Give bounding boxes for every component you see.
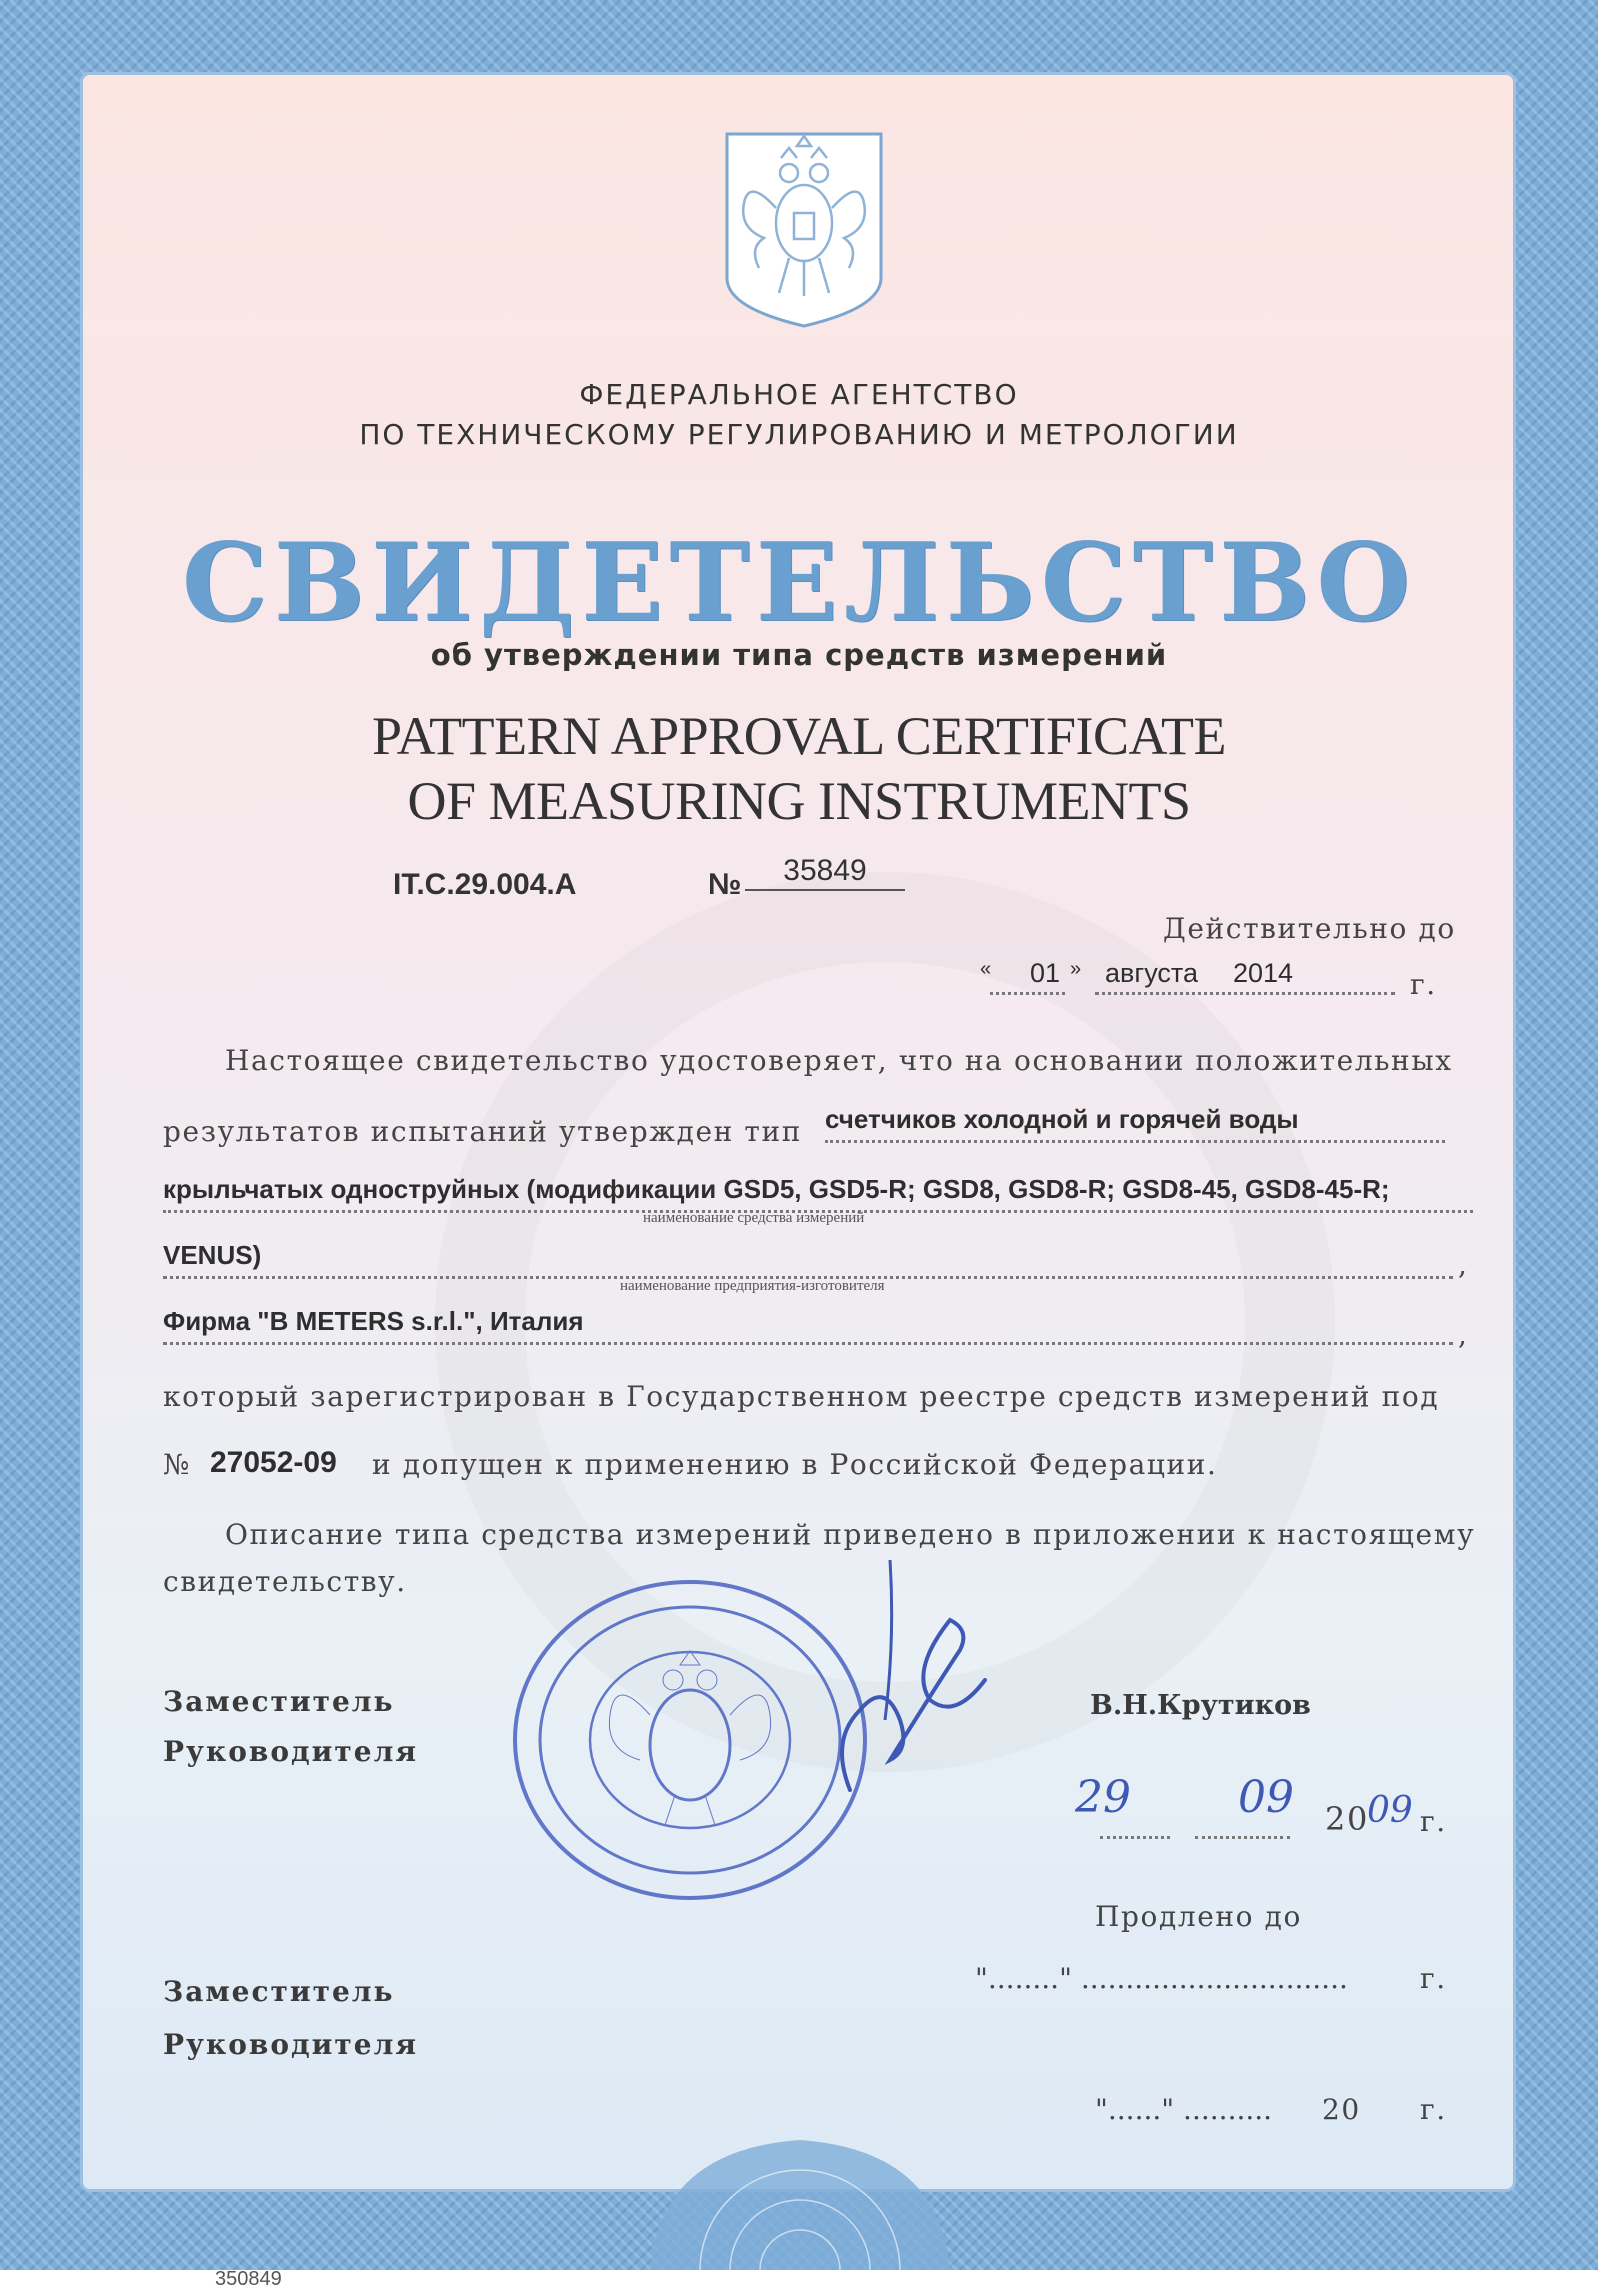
- registry-no-label: №: [163, 1448, 192, 1481]
- sign-day-dots: [1100, 1836, 1170, 1839]
- validity-day-dots: [990, 992, 1065, 995]
- instrument-caption: наименование средства измерений: [643, 1210, 865, 1226]
- signer-role1-line2: Руководителя: [163, 1735, 419, 1768]
- extended-label: Продлено до: [1095, 1900, 1302, 1933]
- extended2-date-blank: "......" ..........: [1095, 2093, 1273, 2126]
- body-line2-prefix: результатов испытаний утвержден тип: [163, 1115, 802, 1148]
- extended-year-g: г.: [1420, 1962, 1447, 1995]
- coat-of-arms-icon: [719, 128, 889, 333]
- validity-month-dots: [1095, 992, 1395, 995]
- sign-day: 29: [1075, 1772, 1131, 1823]
- manufacturer-dots: [163, 1342, 1453, 1345]
- validity-day: 01: [1030, 958, 1061, 988]
- validity-open-quote: «: [980, 958, 992, 980]
- registry-line: который зарегистрирован в Государственном реестре средств измерений под: [163, 1380, 1440, 1413]
- body-line1: Настоящее свидетельство удостоверяет, что на основании положительных: [225, 1044, 1453, 1077]
- english-title-line1: PATTERN APPROVAL CERTIFICATE: [372, 706, 1226, 766]
- instrument-name-part3: VENUS): [163, 1240, 262, 1270]
- serial-number-partial: 350849: [215, 2268, 282, 2290]
- extended2-year-g: г.: [1420, 2093, 1447, 2126]
- validity-year: 2014: [1233, 958, 1294, 988]
- english-title-line2: OF MEASURING INSTRUMENTS: [407, 771, 1191, 831]
- signer-role2-line2: Руководителя: [163, 2028, 419, 2061]
- sign-year-suffix: 09: [1367, 1790, 1413, 1831]
- description-line2: свидетельству.: [163, 1565, 407, 1598]
- validity-close-quote: »: [1070, 958, 1082, 980]
- document-subtitle: об утверждении типа средств измерений: [430, 638, 1168, 672]
- certificate-number: 35849: [745, 853, 905, 891]
- signer-role2-line1: Заместитель: [163, 1975, 395, 2008]
- sign-month: 09: [1238, 1772, 1294, 1823]
- registry-number: 27052-09: [210, 1446, 337, 1479]
- instrument-name-part1: счетчиков холодной и горячей воды: [825, 1104, 1299, 1134]
- certificate-code: IT.C.29.004.A: [393, 868, 577, 901]
- instrument-dots-line1: [825, 1140, 1445, 1143]
- manufacturer-caption: наименование предприятия-изготовителя: [620, 1278, 885, 1294]
- signer-name: В.Н.Крутиков: [1090, 1690, 1311, 1721]
- manufacturer-comma: ,: [1458, 1318, 1469, 1351]
- instrument-comma: ,: [1458, 1248, 1469, 1281]
- agency-name-line2: ПО ТЕХНИЧЕСКОМУ РЕГУЛИРОВАНИЮ И МЕТРОЛОГИИ: [359, 418, 1239, 451]
- description-line1: Описание типа средства измерений приведено в приложении к настоящему: [225, 1518, 1476, 1551]
- extended-date-blank: "........" ..............................: [975, 1962, 1348, 1995]
- bottom-guilloche-seal: [640, 2120, 960, 2270]
- manufacturer-name: Фирма "B METERS s.r.l.", Италия: [163, 1306, 584, 1336]
- extended2-year: 20: [1322, 2093, 1361, 2126]
- sign-month-dots: [1195, 1836, 1290, 1839]
- instrument-name-part2: крыльчатых одноструйных (модификации GSD5, GSD5-R; GSD8, GSD8-R; GSD8-45, GSD8-45-R;: [163, 1174, 1390, 1204]
- document-title: СВИДЕТЕЛЬСТВО: [181, 520, 1417, 646]
- handwritten-signature: [790, 1560, 990, 1800]
- sign-year-prefix: 20: [1325, 1800, 1369, 1838]
- validity-month: августа: [1105, 958, 1198, 988]
- registry-suffix: и допущен к применению в Российской Федерации.: [372, 1448, 1218, 1481]
- agency-name-line1: ФЕДЕРАЛЬНОЕ АГЕНТСТВО: [579, 378, 1019, 411]
- validity-year-suffix: г.: [1410, 968, 1437, 1001]
- signer-role1-line1: Заместитель: [163, 1685, 395, 1718]
- sign-year-g: г.: [1420, 1805, 1447, 1838]
- certificate-number-label: №: [708, 868, 742, 901]
- validity-label: Действительно до: [1163, 912, 1456, 945]
